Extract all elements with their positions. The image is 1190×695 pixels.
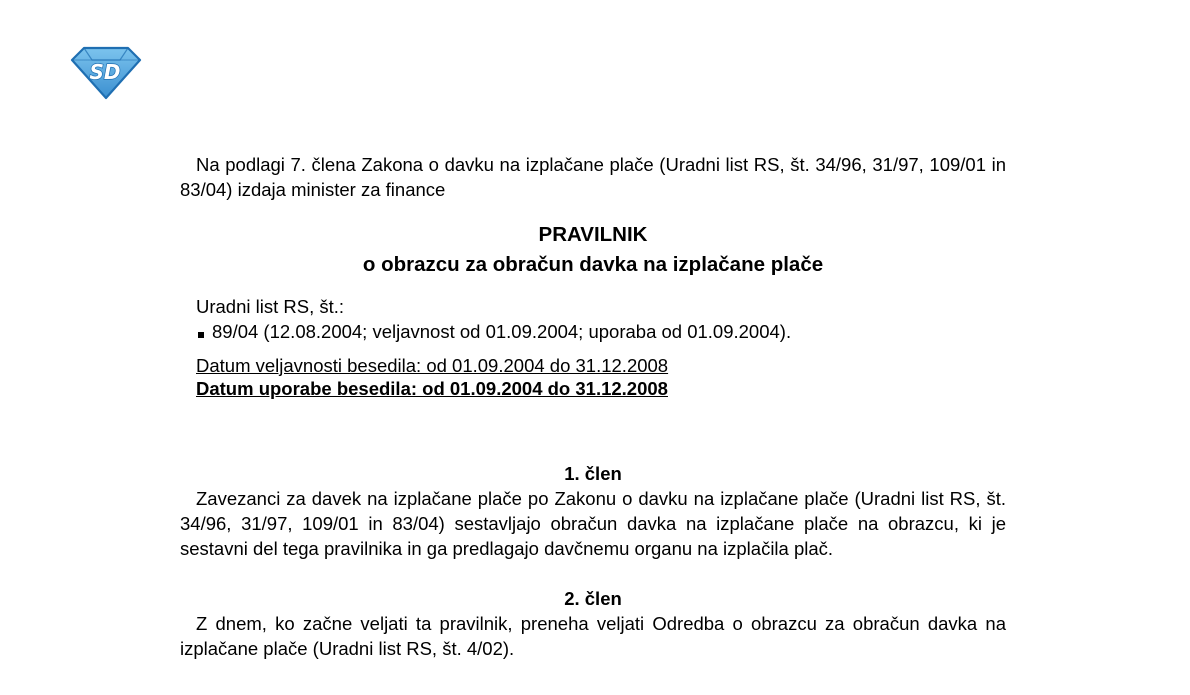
gazette-item-text: 89/04 (12.08.2004; veljavnost od 01.09.2004; uporaba od 01.09.2004). [212, 321, 792, 342]
document-subtitle: o obrazcu za obračun davka na izplačane plače [362, 253, 824, 276]
article-2-heading: 2. člen [564, 588, 622, 609]
intro-paragraph: Na podlagi 7. člena Zakona o davku na izplačane plače (Uradni list RS, št. 34/96, 31/97, 109/01 in 83/04) izdaja minister za finance [180, 154, 1006, 200]
gazette-reference [180, 294, 1006, 344]
gazette-label: Uradni list RS, št.: [196, 296, 345, 317]
article-1-text: Zavezanci za davek na izplačane plače po Zakonu o davku na izplačane plače (Uradni list RS, št. 34/96, 31/97, 109/01 in 83/04) sestavljajo obračun davka na izplačane plače na obrazcu, ki je sestavni del tega pravilnika in ga predlagajo davčnemu organu na izplačila plač. [180, 488, 1006, 559]
validity-dates [180, 354, 1006, 400]
gazette-item [196, 319, 1006, 344]
validity-date-link[interactable]: Datum veljavnosti besedila: od 01.09.2004 do 31.12.2008 [196, 355, 669, 376]
article-2-text: Z dnem, ko začne veljati ta pravilnik, preneha veljati Odredba o obrazcu za obračun davka na izplačane plače (Uradni list RS, št. 4/02). [180, 613, 1006, 659]
logo-text: SD [89, 60, 121, 84]
article-1-heading: 1. člen [564, 463, 622, 484]
bullet-icon [198, 332, 204, 338]
use-date-link[interactable]: Datum uporabe besedila: od 01.09.2004 do 31.12.2008 [196, 378, 668, 399]
document-title: PRAVILNIK [538, 223, 648, 246]
title-block [180, 220, 1006, 280]
sd-logo-icon [70, 44, 142, 100]
document-body [180, 152, 1006, 661]
